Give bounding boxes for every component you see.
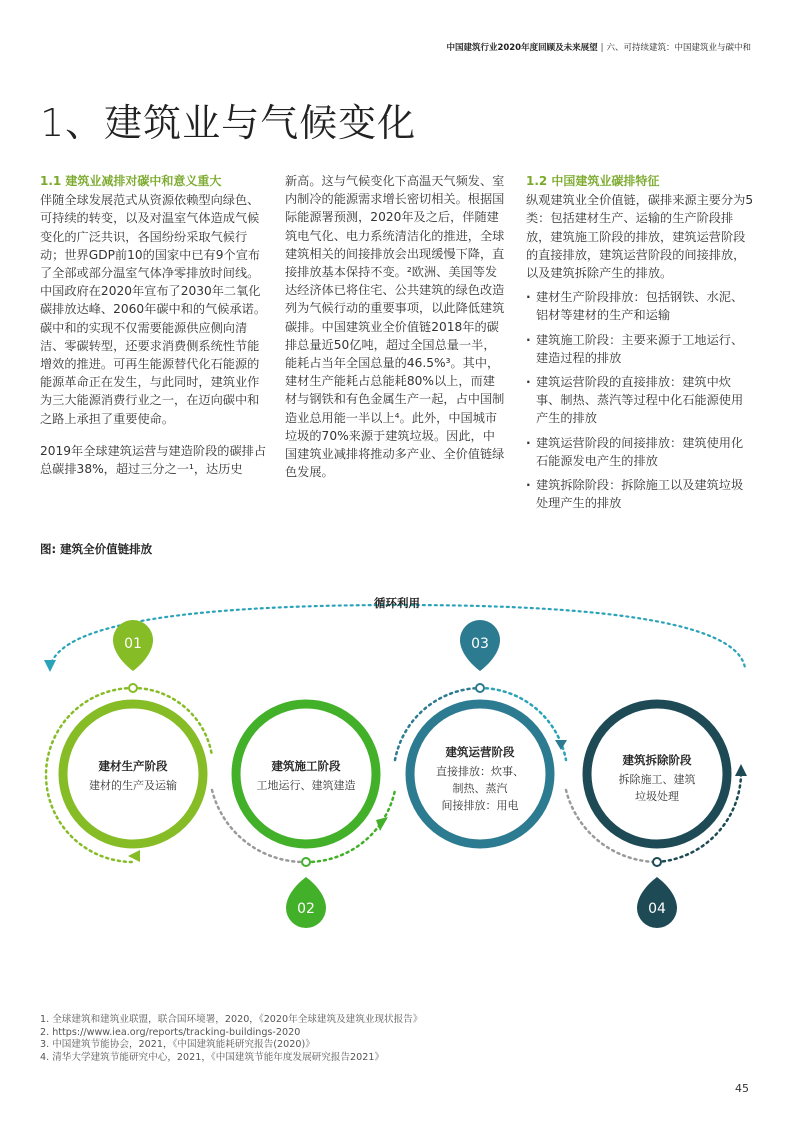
node-dot [129,684,137,692]
section-heading-1-2: 1.2 中国建筑业碳排特征 [526,174,660,188]
stage-desc: 拆除施工、建筑 [618,773,696,786]
arrow-head-icon [128,850,140,862]
stage-number: 02 [297,901,315,917]
footnote: 1. 全球建筑和建筑业联盟，联合国环境署，2020，《2020年全球建筑及建筑业现状报告》 [40,1014,423,1025]
cycle-arrow-head-icon [44,660,56,672]
stage-desc: 建材的生产及运输 [89,779,177,792]
paragraph: 2019年全球建筑运营与建造阶段的碳排占总碳排38%，超过三分之一¹，达历史 [40,443,267,477]
stage-number: 04 [648,901,666,917]
list-item: · 建筑运营阶段的间接排放：建筑使用化石能源发电产生的排放 [526,434,754,470]
list-item: · 建材生产阶段排放：包括钢铁、水泥、铝材等建材的生产和运输 [526,288,754,324]
arrow-head-icon [555,740,567,750]
value-chain-diagram [0,580,793,940]
cycle-label: 循环利用 [374,596,420,610]
text-column-2 [285,172,507,495]
stage-desc: 直接排放：炊事、 [436,765,524,778]
bullet-list [526,288,754,512]
list-item: · 建筑拆除阶段：拆除施工以及建筑垃圾处理产生的排放 [526,476,754,512]
paragraph: 新高。这与气候变化下高温天气频发、室内制冷的能源需求增长密切相关。根据国际能源署预测，2020年及之后，伴随建筑电气化、电力系统清洁化的推进，全球建筑相关的间接排放会出现缓慢下降，直接排放基本保持不变。²欧洲、美国等发达经济体已将住宅、公共建筑的绿色改造列为气候行动的重要事项，以此降低建筑碳排。中国建筑业全价值链2018年的碳排总量近50亿吨，超过全国总量一半，能耗占当年全国总量的46.5%³。其中，建材生产能耗占总能耗80%以上，而建材与钢铁和有色金属生产一起，占中国制造业总用能一半以上⁴。此外，中国城市垃圾的70%来源于建筑垃圾。因此，中国建筑业减排将推动多产业、全价值链绿色发展。 [285,174,505,480]
page-title: 1、建筑业与气候变化 [40,101,417,145]
figure-label: 图: 建筑全价值链排放 [40,542,153,556]
list-item: · 建筑运营阶段的直接排放：建筑中炊事、制热、蒸汽等过程中化石能源使用产生的排放 [526,373,754,428]
stage-desc: 工地运行、建筑建造 [256,779,356,792]
section-heading-1-1: 1.1 建筑业减排对碳中和意义重大 [40,174,222,188]
footnotes [40,1014,422,1064]
node-dot [302,858,310,866]
cycle-arc [50,605,745,668]
running-header [446,41,751,53]
chapter-title: 六、可持续建筑：中国建筑业与碳中和 [606,43,751,53]
paragraph: 纵观建筑业全价值链，碳排来源主要分为5类：包括建材生产、运输的生产阶段排放，建筑施工阶段的排放，建筑运营阶段的直接排放，建筑运营阶段的间接排放，以及建筑拆除产生的排放。 [526,193,754,281]
arrow-head-icon [376,817,388,831]
footnote: 4. 清华大学建筑节能研究中心，2021，《中国建筑节能年度发展研究报告2021》 [40,1051,385,1063]
list-item: · 建筑施工阶段：主要来源于工地运行、建造过程的排放 [526,331,754,367]
node-dot [653,858,661,866]
stage-title: 建筑施工阶段 [271,759,341,773]
stage-01 [63,620,203,844]
stage-03 [410,620,550,844]
report-title: 中国建筑行业2020年度回顾及未来展望 [446,43,598,53]
stage-desc: 制热、蒸汽 [452,782,508,795]
node-dot [476,684,484,692]
footnote: 3. 中国建筑节能协会，2021，《中国建筑能耗研究报告(2020)》 [40,1039,315,1051]
footnote[interactable]: 2. https://www.iea.org/reports/tracking-buildings-2020 [40,1026,301,1038]
stage-number: 03 [471,636,489,652]
page-number: 45 [735,1082,749,1095]
text-column-1 [40,172,268,492]
paragraph: 伴随全球发展范式从资源依赖型向绿色、可持续的转变，以及对温室气体造成气候变化的广泛共识，各国纷纷采取气候行动；世界GDP前10的国家中已有9个宣布了全部或部分温室气体净零排放时间线。中国政府在2020年宣布了2030年二氧化碳排放达峰、2060年碳中和的气候承诺。碳中和的实现不仅需要能源供应侧向清洁、零碳转型，还要求消费侧系统性节能增效的推进。可再生能源替代化石能源的能源革命正在发生，与此同时，建筑业作为三大能源消费行业之一，在迈向碳中和之路上承担了重要使命。 [40,193,267,426]
arrow-head-icon [735,764,747,776]
stage-desc: 垃圾处理 [635,790,679,803]
stage-02 [236,704,376,928]
stage-number: 01 [124,636,142,652]
stage-title: 建材生产阶段 [98,759,168,773]
header-separator: | [600,43,604,53]
stage-04 [587,704,727,928]
stage-title: 建筑拆除阶段 [622,753,692,767]
stage-title: 建筑运营阶段 [445,745,515,759]
text-column-3 [526,172,754,518]
stage-desc: 间接排放：用电 [441,799,519,812]
